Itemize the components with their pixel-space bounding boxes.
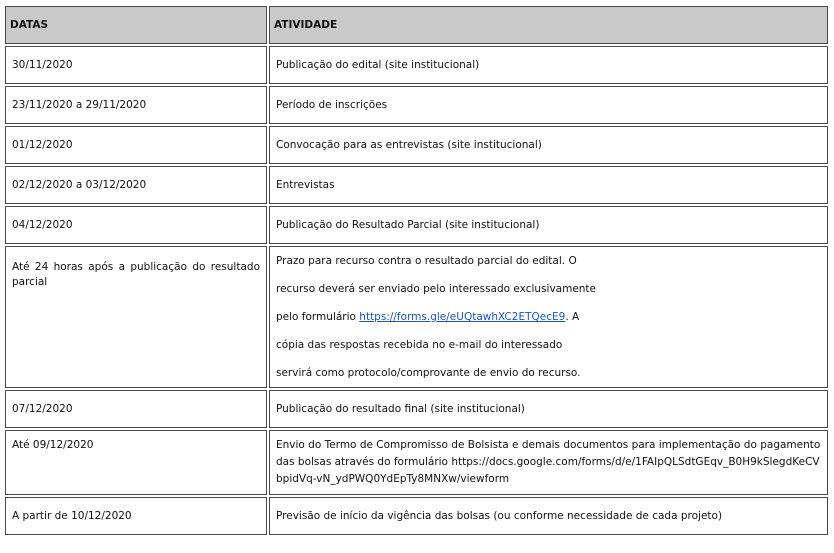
appeal-line-1: Prazo para recurso contra o resultado parcial do edital. O — [276, 255, 577, 267]
appeal-line-3-text: pelo formulário — [276, 311, 360, 323]
row-date: 07/12/2020 — [5, 390, 267, 428]
schedule-table — [3, 4, 830, 537]
row-activity: Publicação do resultado final (site institucional) — [269, 390, 828, 428]
row-activity: Publicação do Resultado Parcial (site institucional) — [269, 206, 828, 244]
table-row — [5, 246, 828, 388]
table-row — [5, 430, 828, 495]
row-activity: Período de inscrições — [269, 86, 828, 124]
table-row — [5, 166, 828, 204]
row-date: Até 09/12/2020 — [5, 430, 267, 495]
row-activity: Entrevistas — [269, 166, 828, 204]
appeal-line-5: servirá como protocolo/comprovante de envio do recurso. — [276, 367, 581, 379]
row-activity-documents: Envio do Termo de Compromisso de Bolsista e demais documentos para implementação do pagamento das bolsas através do formulário https://docs.google.com/forms/d/e/1FAIpQLSdtGEqv_B0H9kSlegdKeCVbpidVq-vN_ydPWQ0YdEpTy8MNXw/viewform — [269, 430, 828, 495]
row-activity: Previsão de início da vigência das bolsas (ou conforme necessidade de cada projeto) — [269, 497, 828, 535]
table-row — [5, 497, 828, 535]
row-date: 04/12/2020 — [5, 206, 267, 244]
table-row — [5, 206, 828, 244]
appeal-line-3 — [276, 303, 821, 331]
row-activity: Convocação para as entrevistas (site institucional) — [269, 126, 828, 164]
table-row — [5, 46, 828, 84]
row-date: A partir de 10/12/2020 — [5, 497, 267, 535]
table-row — [5, 126, 828, 164]
row-date: Até 24 horas após a publicação do resultado parcial — [5, 246, 267, 388]
row-activity: Publicação do edital (site institucional) — [269, 46, 828, 84]
header-activity: ATIVIDADE — [269, 6, 828, 44]
row-date: 02/12/2020 a 03/12/2020 — [5, 166, 267, 204]
header-dates: DATAS — [5, 6, 267, 44]
row-date: 01/12/2020 — [5, 126, 267, 164]
appeal-form-link[interactable]: https://forms.gle/eUQtawhXC2ETQecE9 — [359, 311, 566, 323]
row-activity-appeal — [269, 246, 828, 388]
row-date: 30/11/2020 — [5, 46, 267, 84]
schedule-table-container — [3, 4, 830, 537]
row-date: 23/11/2020 a 29/11/2020 — [5, 86, 267, 124]
table-header-row — [5, 6, 828, 44]
table-row — [5, 86, 828, 124]
appeal-line-2: recurso deverá ser enviado pelo interessado exclusivamente — [276, 283, 597, 295]
appeal-line-4: cópia das respostas recebida no e-mail do interessado — [276, 339, 563, 351]
table-row — [5, 390, 828, 428]
appeal-line-3-suffix: . A — [565, 311, 580, 323]
